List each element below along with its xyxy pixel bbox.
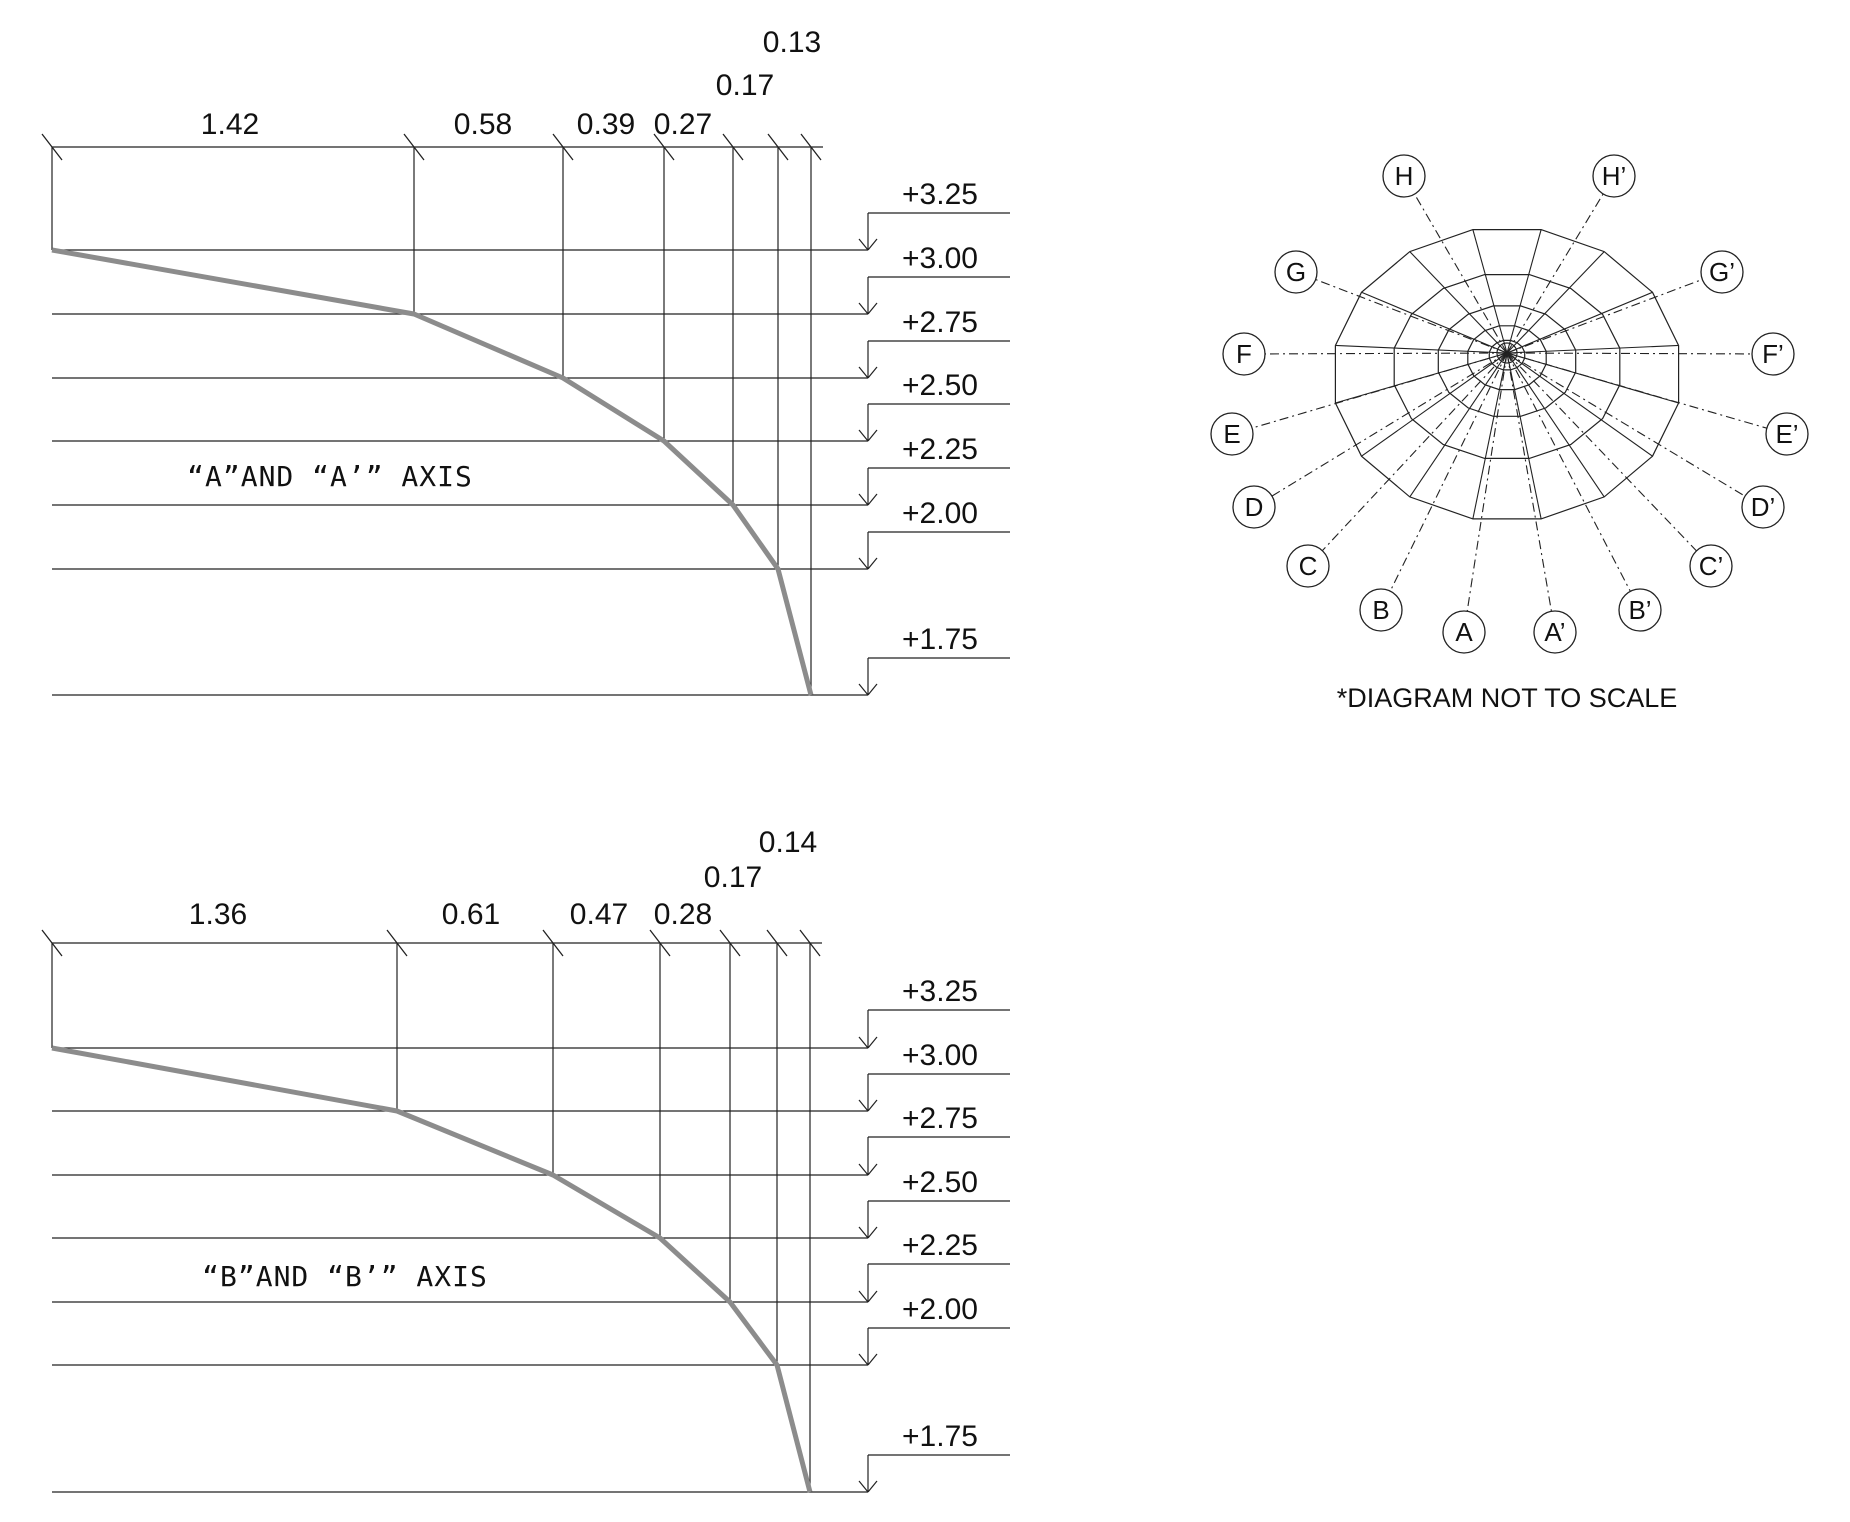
axis-marker-label: A’ [1544, 617, 1566, 647]
elevation-label: +2.25 [902, 1229, 978, 1262]
elevation-label: +3.25 [902, 975, 978, 1008]
axis-leader-dashed [1507, 353, 1551, 611]
width-dimension: 1.42 [200, 108, 260, 141]
elevation-arrow [868, 367, 877, 378]
width-dimension: 0.39 [576, 108, 636, 141]
axis-marker-label: F’ [1762, 339, 1784, 369]
elevation-arrow [859, 1227, 868, 1238]
elevation-arrow [868, 494, 877, 505]
width-dimension: 0.14 [758, 826, 818, 859]
elevation-label: +2.50 [902, 369, 978, 402]
elevation-arrow [868, 1100, 877, 1111]
elevation-arrow [868, 1037, 877, 1048]
elevation-label: +2.50 [902, 1166, 978, 1199]
width-dimension: 0.28 [653, 898, 713, 931]
elevation-label: +3.00 [902, 1039, 978, 1072]
elevation-arrow [859, 239, 868, 250]
elevation-arrow [859, 303, 868, 314]
elevation-label: +2.00 [902, 1293, 978, 1326]
axis-marker-label: B’ [1628, 595, 1652, 625]
elevation-arrow [868, 1291, 877, 1302]
dome-rib [1361, 353, 1507, 456]
elevation-label: +1.75 [902, 1420, 978, 1453]
axis-leader-dashed [1316, 280, 1507, 353]
elevation-arrow [859, 558, 868, 569]
elevation-arrow [868, 239, 877, 250]
axis-marker-label: C’ [1698, 551, 1724, 581]
elevation-label: +2.25 [902, 433, 978, 466]
axis-marker-label: G [1285, 257, 1307, 287]
elevation-arrow [868, 430, 877, 441]
axis-marker-label: B [1372, 595, 1390, 625]
elevation-arrow [868, 1227, 877, 1238]
width-dimension: 0.47 [569, 898, 629, 931]
axis-marker-label: D’ [1750, 492, 1776, 522]
elevation-label: +2.75 [902, 306, 978, 339]
section-a-profile [42, 26, 1010, 695]
axis-marker-label: E [1223, 419, 1241, 449]
axis-leader-dashed [1415, 194, 1507, 353]
scale-note: *DIAGRAM NOT TO SCALE [1336, 683, 1678, 713]
axis-leader-dashed [1507, 353, 1630, 591]
dome-ring [1335, 230, 1678, 519]
axis-leader-dashed [1507, 353, 1767, 428]
dome-rib [1361, 292, 1507, 353]
elevation-label: +2.75 [902, 1102, 978, 1135]
elevation-label: +3.25 [902, 178, 978, 211]
width-dimension: 0.17 [715, 69, 775, 102]
axis-label: “B”AND “B’” AXIS [202, 1260, 488, 1293]
width-dimension: 0.61 [441, 898, 501, 931]
width-dimension: 0.58 [453, 108, 513, 141]
plan-view-diagram [1211, 155, 1808, 713]
axis-marker-label: E’ [1775, 419, 1799, 449]
axis-leader-dashed [1390, 353, 1507, 591]
axis-leader-dashed [1467, 353, 1507, 611]
axis-leader-dashed [1507, 353, 1696, 551]
elevation-arrow [868, 684, 877, 695]
elevation-label: +1.75 [902, 623, 978, 656]
elevation-label: +2.00 [902, 497, 978, 530]
elevation-arrow [868, 1481, 877, 1492]
elevation-arrow [859, 367, 868, 378]
axis-leader-dashed [1507, 353, 1745, 496]
axis-leader-dashed [1507, 194, 1603, 353]
axis-label: “A”AND “A’” AXIS [187, 460, 473, 493]
elevation-label: +3.00 [902, 242, 978, 275]
elevation-arrow [859, 684, 868, 695]
elevation-arrow [868, 1354, 877, 1365]
section-b-profile [42, 826, 1010, 1492]
elevation-arrow [859, 1354, 868, 1365]
dome-ring [1468, 326, 1546, 390]
elevation-arrow [868, 1164, 877, 1175]
elevation-arrow [859, 494, 868, 505]
elevation-arrow [859, 430, 868, 441]
width-dimension: 0.17 [703, 861, 763, 894]
dome-rib [1507, 292, 1653, 353]
elevation-arrow [859, 1037, 868, 1048]
axis-marker-label: H’ [1601, 161, 1627, 191]
axis-marker-label: C [1298, 551, 1318, 581]
axis-leader-dashed [1507, 279, 1702, 353]
elevation-arrow [868, 558, 877, 569]
axis-marker-label: D [1244, 492, 1264, 522]
axis-marker-label: A [1455, 617, 1473, 647]
elevation-arrow [859, 1164, 868, 1175]
width-dimension: 0.13 [762, 26, 822, 59]
width-dimension: 1.36 [188, 898, 248, 931]
dome-rib [1507, 353, 1653, 456]
axis-leader-dashed [1507, 353, 1752, 354]
axis-marker-label: H [1394, 161, 1414, 191]
dome-ring [1438, 306, 1575, 416]
axis-leader-dashed [1322, 353, 1507, 551]
dome-rib [1507, 345, 1679, 353]
axis-leader-dashed [1265, 353, 1507, 354]
axis-marker-label: G’ [1709, 257, 1735, 287]
width-dimension: 0.27 [653, 108, 713, 141]
elevation-arrow [868, 303, 877, 314]
dome-rib [1335, 345, 1507, 353]
dome-ring [1394, 275, 1620, 459]
elevation-arrow [859, 1291, 868, 1302]
axis-marker-label: F [1236, 339, 1252, 369]
elevation-arrow [859, 1100, 868, 1111]
elevation-arrow [859, 1481, 868, 1492]
